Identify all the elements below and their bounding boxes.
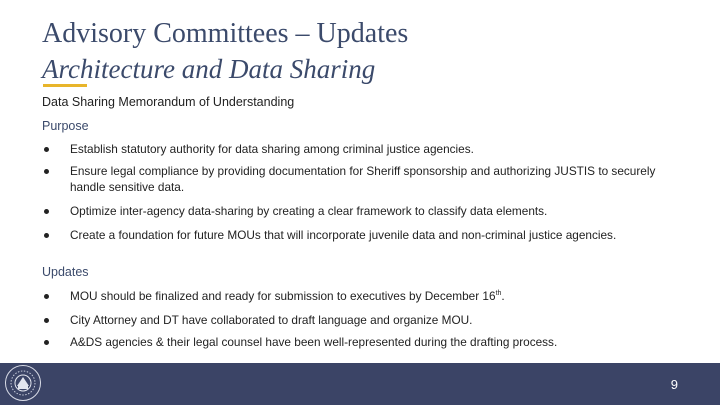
updates-bullet-1-end: . [501, 289, 505, 303]
slide-title-line2: Architecture and Data Sharing [42, 54, 376, 84]
bullet-dot [44, 318, 49, 323]
purpose-bullet-2-text: Ensure legal compliance by providing documentation for Sheriff sponsorship and authorizing JUSTIS to securely handle sensitive data. [70, 164, 656, 194]
bullet-dot [44, 209, 49, 214]
purpose-bullet-1-text: Establish statutory authority for data sharing among criminal justice agencies. [70, 142, 474, 156]
bullet-dot [44, 169, 49, 174]
slide-title-line1: Advisory Committees – Updates [42, 18, 409, 49]
page-number: 9 [670, 377, 678, 392]
updates-heading: Updates [42, 265, 89, 279]
city-seal-icon [5, 365, 41, 401]
updates-bullet-2-text: City Attorney and DT have collaborated to draft language and organize MOU. [70, 313, 473, 327]
purpose-bullet-3-text: Optimize inter-agency data-sharing by creating a clear framework to classify data elements. [70, 204, 548, 218]
updates-bullet-1-text [70, 288, 664, 304]
bullet-dot [44, 294, 49, 299]
footer-bar [0, 363, 720, 405]
bullet-dot [44, 340, 49, 345]
purpose-bullet-4-text: Create a foundation for future MOUs that will incorporate juvenile data and non-criminal justice agencies. [70, 228, 617, 242]
updates-bullet-1-main: MOU should be finalized and ready for submission to executives by December 16 [70, 289, 496, 303]
bullet-dot [44, 233, 49, 238]
bullet-dot [44, 147, 49, 152]
title-accent-bar [43, 84, 87, 87]
purpose-heading: Purpose [42, 119, 89, 133]
slide-subtitle: Data Sharing Memorandum of Understanding [42, 95, 295, 109]
updates-bullet-1-sup: th [495, 290, 502, 298]
updates-bullet-3-text: A&DS agencies & their legal counsel have been well-represented during the drafting process. [70, 335, 558, 349]
